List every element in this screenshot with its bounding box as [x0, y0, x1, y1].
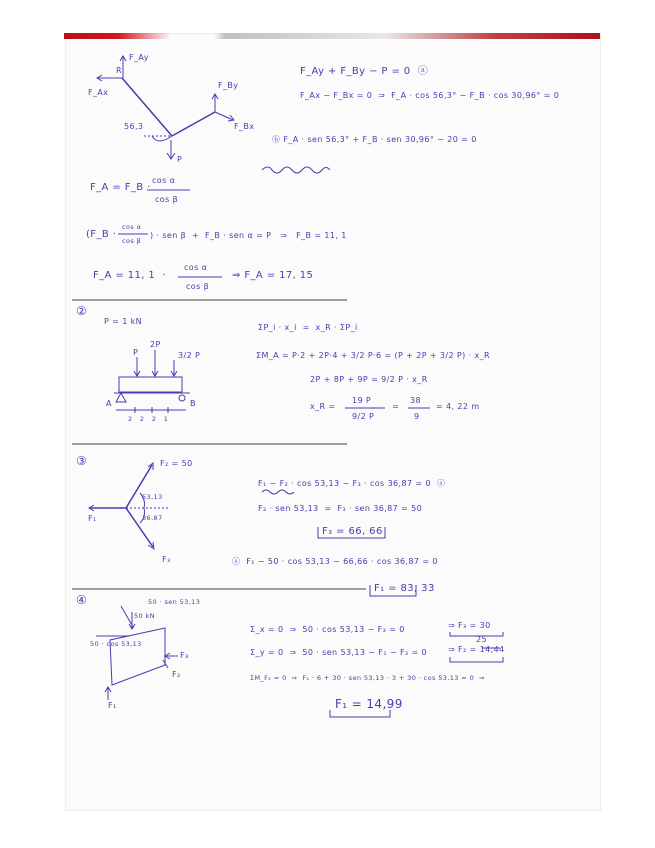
s3-eq2: F₂ · sen 53,13 = F₃ · sen 36,87 = 50: [258, 504, 423, 513]
label-p: P: [177, 155, 183, 164]
s4-fy: Σ_y = 0 ⇒ 50 · sen 53,13 − F₁ − F₂ = 0: [250, 648, 428, 657]
s3-f1: F₁ = 83, 33: [374, 583, 435, 594]
label-fby: F_By: [218, 81, 239, 90]
label-fbx: F_Bx: [234, 122, 255, 131]
section-3-number: ③: [76, 454, 88, 468]
s2-xr: x_R =: [310, 402, 336, 411]
s2-moment: ΣM_A = P·2 + 2P·4 + 3/2 P·6 = (P + 2P + 3/2 P) · x_R: [256, 351, 490, 360]
fig4-left: 50 · cos 53,13: [90, 640, 142, 648]
fig3-a1: 53,13: [142, 493, 163, 501]
s4-fy-res: ⇒ F₂ = 14,44: [448, 645, 505, 654]
fig3-f1: F₁: [88, 514, 97, 523]
fa-den: cos β: [155, 195, 179, 204]
label-fay: F_Ay: [129, 53, 149, 62]
fig2-l2: 2P: [150, 340, 161, 349]
fig3-f2: F₂ = 50: [160, 459, 193, 468]
fig2-a: A: [106, 399, 112, 408]
label-fax: F_Ax: [88, 88, 109, 97]
s2-sum: ΣP_i · x_i = x_R · ΣP_i: [258, 323, 358, 332]
label-angle: 56,3: [124, 122, 144, 131]
s4-fx: Σ_x = 0 ⇒ 50 · cos 53,13 − F₃ = 0: [250, 625, 405, 634]
s4-fx-res: ⇒ F₃ = 30: [448, 621, 491, 630]
s2-line3: 2P + 8P + 9P = 9/2 P · x_R: [310, 375, 428, 384]
eq-fay: F_Ay + F_By − P = 0 ⓐ: [300, 66, 429, 77]
s3-eq3: ⓐ F₁ − 50 · cos 53,13 − 66,66 · cos 36,87 = 0: [232, 557, 438, 566]
fig4-load: 50 kN: [134, 612, 155, 620]
fa-eq: F_A = F_B ·: [90, 182, 151, 193]
fa2-tail: ⇒ F_A = 17, 15: [232, 270, 314, 281]
fig2-b: B: [190, 399, 196, 408]
s3-eq1: F₁ − F₂ · cos 53,13 − F₃ · cos 36,87 = 0 ⓐ: [258, 479, 446, 488]
s2-xr-num2: 38: [410, 396, 421, 405]
fb-num: cos α: [122, 223, 142, 231]
fb-tail: ) · sen β + F_B · sen α = P ⇒ F_B = 11, 1: [150, 231, 347, 240]
fig3-f3: F₃: [162, 555, 171, 564]
s4-m: ΣM_F₂ = 0 ⇒ F₁ · 6 + 30 · sen 53,13 · 3 + 30 · cos 53,13 = 0 ⇒: [250, 674, 485, 682]
fig3-a2: 36,87: [142, 514, 163, 522]
s3-f3: F₃ = 66, 66: [322, 526, 383, 537]
s4-25: 25: [476, 635, 487, 644]
s2-xr-den: 9/2 P: [352, 412, 375, 421]
fig4-f1: F₁: [108, 701, 117, 710]
eq-b: ⓑ F_A · sen 56,3° + F_B · sen 30,96° − 20 = 0: [272, 135, 477, 144]
s4-f1: F₁ = 14,99: [335, 697, 403, 711]
fig2-l1: P: [133, 348, 139, 357]
section-2-number: ②: [76, 304, 88, 318]
fig4-f2: F₂: [172, 670, 181, 679]
fig4-top: 50 · sen 53,13: [148, 598, 201, 606]
s2-xr-eq: =: [392, 402, 400, 411]
fa2-num: cos α: [184, 263, 208, 272]
fa-num: cos α: [152, 176, 176, 185]
s2-xr-den2: 9: [414, 412, 420, 421]
s2-xr-num: 19 P: [352, 396, 372, 405]
fig2-l3: 3/2 P: [178, 351, 201, 360]
fb-paren: (F_B ·: [86, 229, 117, 240]
s2-xr-val: = 4, 22 m: [436, 402, 480, 411]
fig4-f3: F₃: [180, 651, 189, 660]
fb-den: cos β: [122, 237, 142, 245]
eq-fax: F_Ax − F_Bx = 0 ⇒ F_A · cos 56,3° − F_B · cos 30,96° = 0: [300, 91, 560, 100]
fig2-dims: 2 2 2 1: [128, 415, 169, 423]
fa2-lhs: F_A = 11, 1 ·: [93, 270, 166, 281]
fa2-den: cos β: [186, 282, 210, 291]
fig2-load: P = 1 kN: [104, 317, 143, 326]
section-4-number: ④: [76, 593, 88, 607]
label-r: R: [116, 66, 122, 75]
